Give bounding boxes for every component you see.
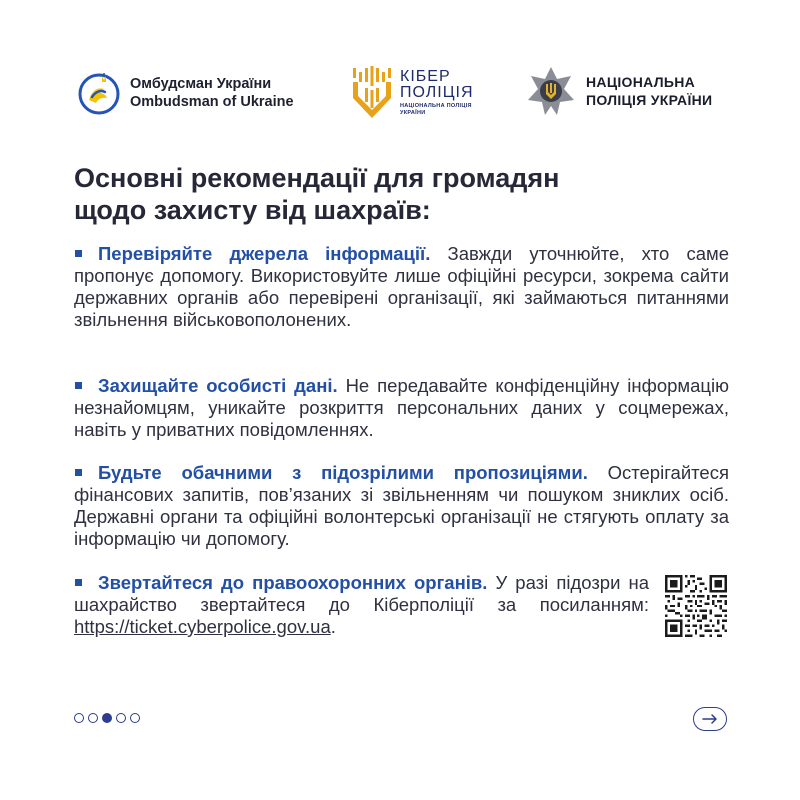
recommendation-lead: Звертайтеся до правоохоронних органів. [98, 572, 488, 593]
cyberpolice-sub-line1: НАЦІОНАЛЬНА ПОЛІЦІЯ [400, 103, 472, 109]
ombudsman-logo [76, 70, 294, 116]
recommendation-item [74, 243, 729, 331]
recommendation-lead: Будьте обачними з підозрілими пропозиціями. [98, 462, 588, 483]
ombudsman-emblem-icon [76, 70, 122, 116]
cyberpolice-sub-line2: УКРАЇНИ [400, 110, 426, 116]
recommendation-tail: . [330, 616, 336, 637]
national-police-line1: НАЦІОНАЛЬНА [586, 74, 696, 90]
next-slide-button[interactable] [693, 707, 727, 731]
police-star-icon [526, 66, 576, 116]
cyberpolice-ticket-link[interactable]: https://ticket.cyberpolice.gov.ua [74, 616, 331, 637]
qr-code-icon[interactable] [665, 575, 727, 637]
page-title-line2: щодо захисту від шахраїв: [74, 195, 431, 225]
page-title-line1: Основні рекомендації для громадян [74, 163, 560, 193]
ombudsman-name-uk: Омбудсман України [130, 76, 272, 92]
cyberpolice-title-line2: ПОЛІЦІЯ [400, 84, 474, 101]
bullet-square-icon [75, 382, 82, 389]
recommendation-text: У разі підозри на шахрайство звертайтеся до Кіберполіції за посиланням: [74, 572, 649, 615]
pagination-dot[interactable] [88, 713, 98, 723]
recommendation-item [74, 375, 729, 441]
recommendation-text: Не передавайте конфіденційну інформацію незнайомцям, уникайте розкриття персональних даних у соцмережах, навіть у приватних повідомленнях. [74, 375, 729, 440]
trident-icon [350, 66, 394, 120]
recommendation-item [74, 462, 729, 550]
ombudsman-name-en: Ombudsman of Ukraine [130, 94, 294, 110]
bullet-square-icon [75, 250, 82, 257]
pagination-dot[interactable] [74, 713, 84, 723]
national-police-logo [526, 66, 712, 116]
pagination-dot-active[interactable] [102, 713, 112, 723]
recommendation-text: Остерігайтеся фінансових запитів, пов’язаних зі звільненням чи пошуком зниклих осіб. Державні органи та офіційні волонтерські організації не стягують оплату за інформацію чи допомогу. [74, 462, 729, 549]
carousel-pagination [74, 713, 140, 723]
bullet-square-icon [75, 579, 82, 586]
pagination-dot[interactable] [130, 713, 140, 723]
page-title [74, 162, 714, 226]
partner-logos [0, 60, 800, 140]
recommendation-lead: Перевіряйте джерела інформації. [98, 243, 431, 264]
pagination-dot[interactable] [116, 713, 126, 723]
arrow-right-icon [702, 714, 718, 724]
cyberpolice-logo [350, 66, 474, 120]
recommendation-text: Завжди уточнюйте, хто саме пропонує допомогу. Використовуйте лише офіційні ресурси, зокрема сайти державних органів або перевірені організації, які займаються питаннями звільнення військовополонених. [74, 243, 729, 330]
national-police-line2: ПОЛІЦІЯ УКРАЇНИ [586, 92, 713, 108]
bullet-square-icon [75, 469, 82, 476]
cyberpolice-title-line1: КІБЕР [400, 68, 451, 85]
recommendation-lead: Захищайте особисті дані. [98, 375, 338, 396]
recommendation-item [74, 572, 649, 638]
